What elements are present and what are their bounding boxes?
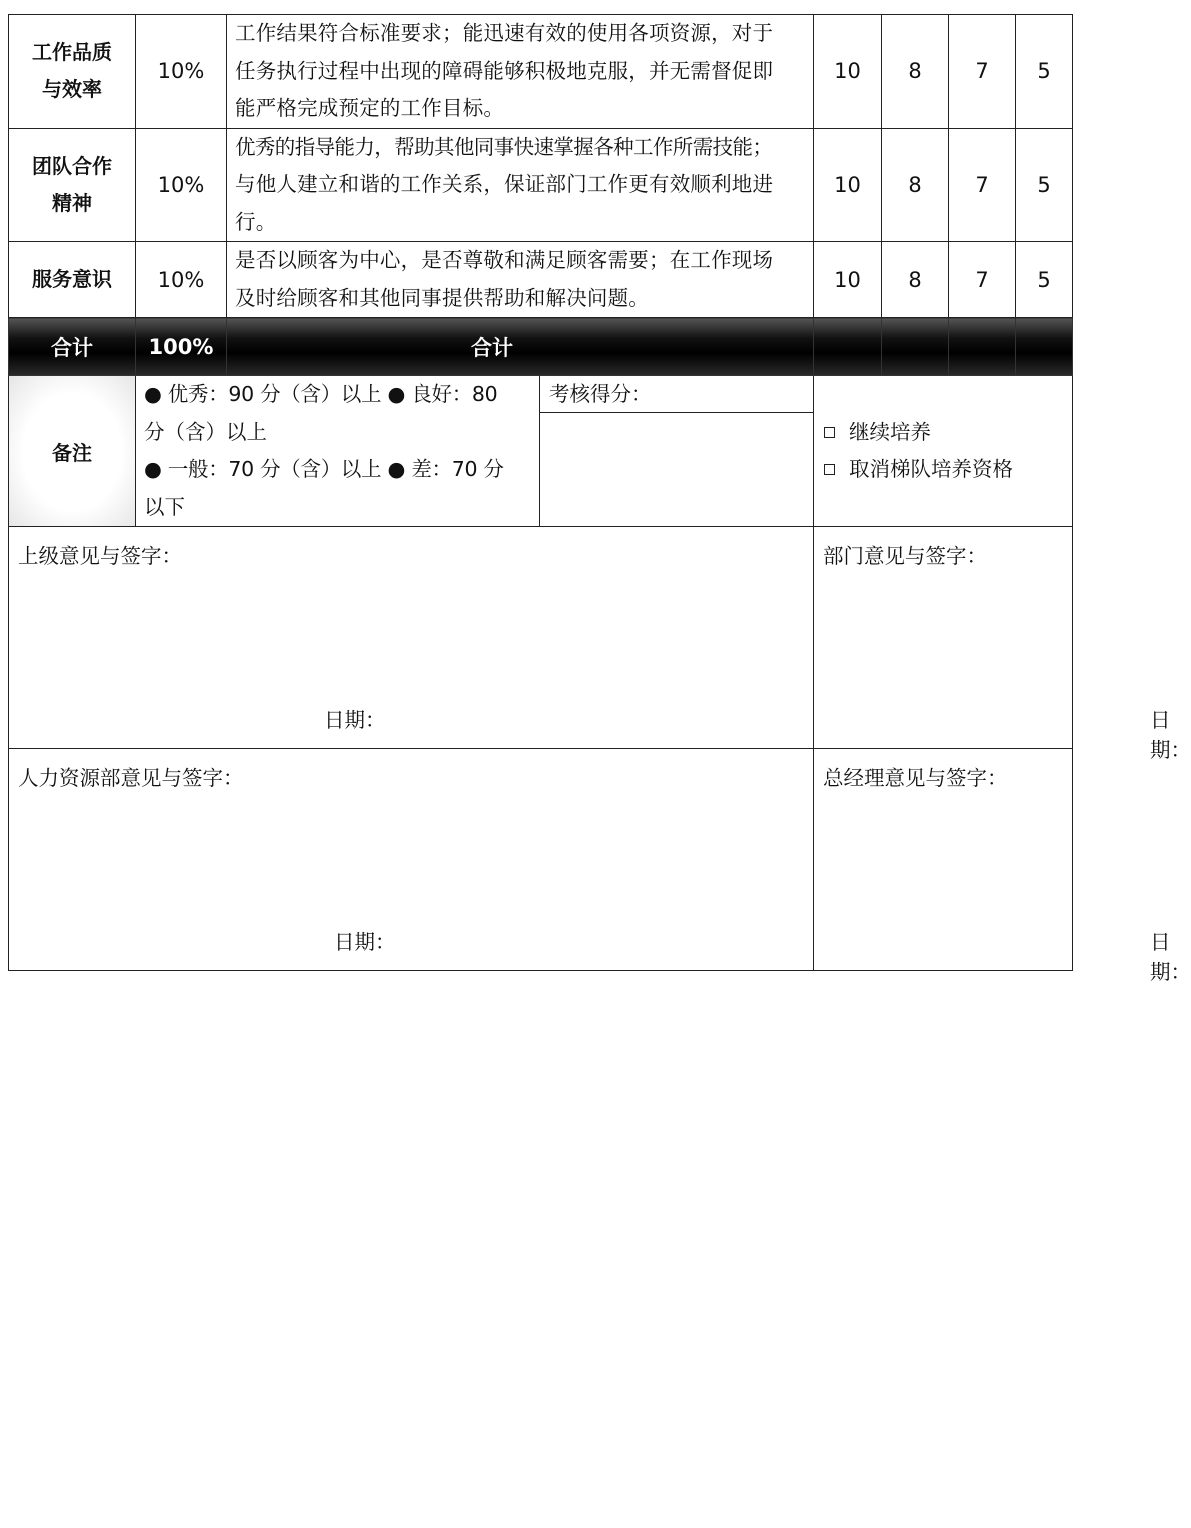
criterion-weight: 10% — [136, 128, 227, 242]
score-option[interactable]: 5 — [1016, 128, 1073, 242]
score-option[interactable]: 5 — [1016, 242, 1073, 318]
checkbox-icon[interactable] — [824, 464, 835, 475]
criterion-row-teamwork — [9, 128, 1073, 242]
criterion-row-quality — [9, 15, 1073, 129]
signature-row-1 — [9, 527, 1073, 749]
remarks-text — [136, 376, 814, 527]
total-label: 合计 — [9, 318, 136, 376]
criterion-description: 工作结果符合标准要求；能迅速有效的使用各项资源，对于 任务执行过程中出现的障碍能够积极地克服，并无需督促即 能严格完成预定的工作目标。 — [227, 15, 814, 129]
score-result-label: 考核得分： — [540, 376, 813, 413]
score-result-box — [540, 376, 813, 526]
checkbox-icon[interactable] — [824, 427, 835, 438]
criterion-description: 优秀的指导能力，帮助其他同事快速掌握各种工作所需技能； 与他人建立和谐的工作关系，保证部门工作更有效顺利地进 行。 — [227, 128, 814, 242]
criterion-weight: 10% — [136, 242, 227, 318]
hr-signature[interactable] — [9, 749, 814, 971]
evaluation-table — [8, 14, 1191, 984]
department-signature-label: 部门意见与签字： — [823, 544, 987, 568]
total-score-cell[interactable] — [949, 318, 1016, 376]
department-signature[interactable] — [814, 527, 1191, 762]
total-score-cell[interactable] — [814, 318, 882, 376]
gm-signature-label: 总经理意见与签字： — [823, 766, 1008, 790]
score-option[interactable]: 7 — [949, 128, 1016, 242]
signature-row-2 — [9, 749, 1073, 971]
superior-signature[interactable] — [9, 527, 814, 749]
result-options — [814, 376, 1073, 527]
criterion-row-service — [9, 242, 1073, 318]
score-option[interactable]: 8 — [882, 242, 949, 318]
score-option[interactable]: 5 — [1016, 15, 1073, 129]
score-option[interactable]: 10 — [814, 128, 882, 242]
criterion-description: 是否以顾客为中心，是否尊敬和满足顾客需要；在工作现场 及时给顾客和其他同事提供帮助和解决问题。 — [227, 242, 814, 318]
score-option[interactable]: 8 — [882, 128, 949, 242]
criterion-weight: 10% — [136, 15, 227, 129]
score-option[interactable]: 8 — [882, 15, 949, 129]
date-label: 日期： — [324, 708, 386, 732]
option-continue[interactable]: 继续培养 — [824, 414, 1072, 452]
remarks-label: 备注 — [9, 376, 136, 527]
total-score-cell[interactable] — [882, 318, 949, 376]
score-option[interactable]: 10 — [814, 15, 882, 129]
total-score-cell[interactable] — [1016, 318, 1073, 376]
grading-scale: ● 优秀：90 分（含）以上 ● 良好：80 分（含）以上 ● 一般：70 分（含）以上 ● 差：70 分 以下 — [136, 376, 540, 526]
date-label: 日期： — [1150, 930, 1191, 984]
criterion-name: 团队合作 精神 — [9, 128, 136, 242]
option-cancel[interactable]: 取消梯队培养资格 — [824, 451, 1072, 489]
evaluation-form — [8, 14, 1191, 984]
superior-signature-label: 上级意见与签字： — [18, 544, 182, 568]
date-label: 日期： — [334, 930, 396, 954]
hr-signature-label: 人力资源部意见与签字： — [18, 766, 244, 790]
criterion-name: 工作品质 与效率 — [9, 15, 136, 129]
total-label-2: 合计 — [227, 318, 814, 376]
date-label: 日期： — [1150, 708, 1191, 762]
remarks-row — [9, 376, 1073, 527]
total-row — [9, 318, 1073, 376]
score-option[interactable]: 7 — [949, 242, 1016, 318]
gm-signature[interactable] — [814, 749, 1191, 984]
score-result-input[interactable] — [540, 413, 813, 525]
score-option[interactable]: 10 — [814, 242, 882, 318]
criterion-name: 服务意识 — [9, 242, 136, 318]
total-weight: 100% — [136, 318, 227, 376]
score-option[interactable]: 7 — [949, 15, 1016, 129]
